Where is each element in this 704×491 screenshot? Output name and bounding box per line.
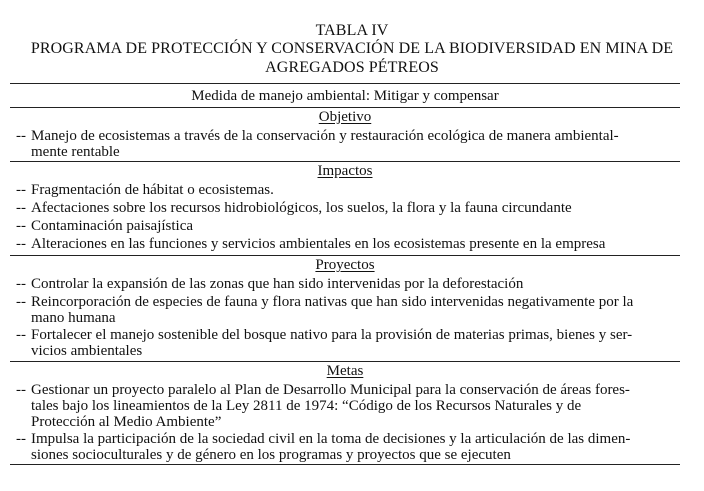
- table-header: Medida de manejo ambiental: Mitigar y compensar: [191, 88, 499, 104]
- bottom-rule: [10, 464, 680, 465]
- section-title-proyectos: Proyectos: [315, 257, 375, 273]
- list-item: -- Impulsa la participación de la sociedad civil en la toma de decisiones y la articulación de las dimen- siones socioculturales y de género en los programas y proyectos que se ejecuten: [16, 431, 631, 463]
- top-rule: [10, 83, 680, 84]
- list-item: -- Gestionar un proyecto paralelo al Plan de Desarrollo Municipal para la conservación de áreas fores- tales bajo los lineamientos de la Ley 2811 de 1974: “Código de los Recursos Naturales y de Protección al Medio Ambiente”: [16, 382, 630, 430]
- table-number: TABLA IV: [315, 22, 389, 39]
- section-rule: [10, 361, 680, 362]
- section-title-metas: Metas: [326, 363, 364, 379]
- section-title-impactos: Impactos: [317, 163, 373, 179]
- list-item: -- Fragmentación de hábitat o ecosistemas.: [16, 182, 274, 198]
- section-rule: [10, 255, 680, 256]
- table-title-line-2: AGREGADOS PÉTREOS: [265, 59, 439, 76]
- list-item: -- Controlar la expansión de las zonas que han sido intervenidas por la deforestación: [16, 276, 524, 292]
- table-title-line-1: PROGRAMA DE PROTECCIÓN Y CONSERVACIÓN DE LA BIODIVERSIDAD EN MINA DE: [30, 40, 674, 57]
- section-title-objetivo: Objetivo: [318, 109, 372, 125]
- header-rule: [10, 107, 680, 108]
- list-item: -- Alteraciones en las funciones y servicios ambientales en los ecosistemas presente en la empresa: [16, 236, 606, 252]
- list-item: -- Reincorporación de especies de fauna y flora nativas que han sido intervenidas negativamente por la mano humana: [16, 294, 634, 326]
- list-item: -- Contaminación paisajística: [16, 218, 194, 234]
- list-item: -- Afectaciones sobre los recursos hidrobiológicos, los suelos, la flora y la fauna circundante: [16, 200, 572, 216]
- list-item: -- Manejo de ecosistemas a través de la conservación y restauración ecológica de manera ambiental- mente rentable: [16, 128, 619, 160]
- list-item: -- Fortalecer el manejo sostenible del bosque nativo para la provisión de materias primas, bienes y ser- vicios ambientales: [16, 327, 633, 359]
- section-rule: [10, 161, 680, 162]
- bullet-dash: --: [16, 128, 26, 144]
